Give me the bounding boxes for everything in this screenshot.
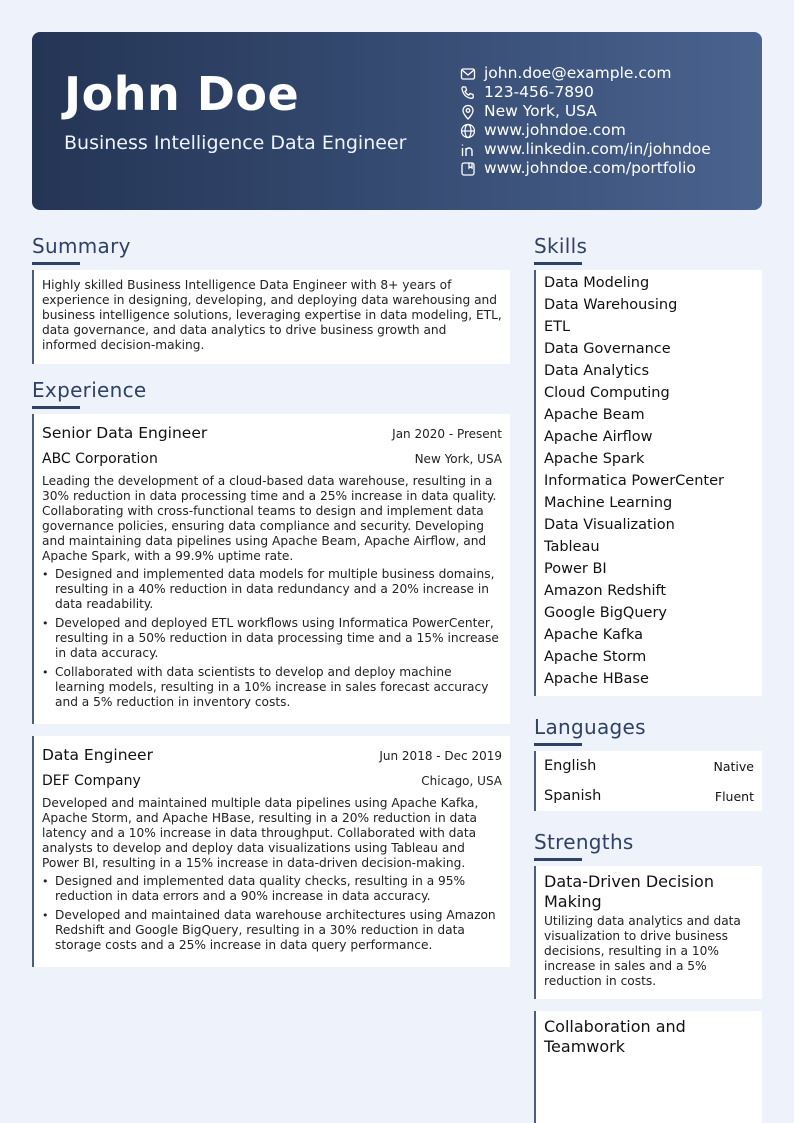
language-name: English [544, 758, 597, 774]
skill-item: Data Modeling [544, 275, 650, 291]
job-role: Data Engineer [42, 746, 153, 764]
job-card [32, 736, 510, 967]
job-dates: Jun 2018 - Dec 2019 [379, 749, 502, 763]
strength-title: Collaboration and Teamwork [544, 1017, 686, 1056]
experience-underline [32, 406, 80, 409]
job-bullets [42, 874, 502, 953]
job-bullets [42, 567, 502, 710]
job-description: Leading the development of a cloud-based data warehouse, resulting in a 30% reduction in data processing time and a 25% increase in data quality. Collaborating with cross-functional teams to design and implement data governance policies, ensuring data compliance and security. Developing and maintaining data pipelines using Apache Beam, Apache Airflow, and Apache Spark, with a 99.9% uptime rate. [42, 474, 497, 563]
strengths-heading: Strengths [534, 830, 634, 854]
contact-location-text: New York, USA [484, 102, 597, 120]
job-dates: Jan 2020 - Present [392, 427, 502, 441]
linkedin-icon [460, 142, 476, 158]
languages-heading: Languages [534, 715, 646, 739]
job-company: ABC Corporation [42, 451, 158, 467]
contact-email-text: john.doe@example.com [484, 64, 672, 82]
job-description: Developed and maintained multiple data pipelines using Apache Kafka, Apache Storm, and Apache HBase, resulting in a 20% reduction in data latency and a 10% increase in data throughput. Collaborated with data analysts to develop and deploy data visualizations using Tableau and Power BI, resulting in a 15% increase in data-driven decision-making. [42, 796, 479, 870]
skill-item: ETL [544, 319, 571, 335]
skill-item: Informatica PowerCenter [544, 473, 724, 489]
candidate-title: Business Intelligence Data Engineer [64, 132, 407, 154]
contact-email[interactable] [460, 64, 711, 83]
language-row [534, 781, 762, 811]
contact-website[interactable] [460, 121, 711, 140]
contact-portfolio-text: www.johndoe.com/portfolio [484, 159, 696, 177]
skill-item: Tableau [544, 539, 600, 555]
portfolio-icon [460, 161, 476, 177]
contact-list [460, 64, 711, 178]
skill-item: Apache Storm [544, 649, 647, 665]
job-role: Senior Data Engineer [42, 424, 208, 442]
experience-heading: Experience [32, 378, 147, 402]
skill-item: Amazon Redshift [544, 583, 667, 599]
skill-item: Apache Airflow [544, 429, 653, 445]
language-name: Spanish [544, 788, 602, 804]
skill-item: Data Governance [544, 341, 671, 357]
strength-title: Data-Driven Decision Making [544, 872, 714, 911]
skill-item: Power BI [544, 561, 607, 577]
strengths-underline [534, 858, 582, 861]
job-company: DEF Company [42, 773, 141, 789]
summary-card [32, 270, 510, 364]
skill-item: Data Analytics [544, 363, 650, 379]
languages-underline [534, 743, 582, 746]
language-level: Fluent [714, 788, 754, 804]
job-location: Chicago, USA [421, 774, 502, 788]
skills-underline [534, 262, 582, 265]
strength-card [534, 1011, 762, 1123]
skill-item: Google BigQuery [544, 605, 667, 621]
skill-item: Apache Beam [544, 407, 645, 423]
contact-phone-text: 123-456-7890 [484, 83, 594, 101]
job-bullet: • Designed and implemented data quality checks, resulting in a 95% reduction in data errors and a 90% increase in data accuracy. [42, 874, 502, 904]
globe-icon [460, 123, 476, 139]
summary-heading: Summary [32, 234, 131, 258]
email-icon [460, 66, 476, 82]
candidate-name: John Doe [64, 67, 300, 121]
right-column [534, 232, 762, 1123]
skill-item: Apache Kafka [544, 627, 643, 643]
contact-phone[interactable] [460, 83, 711, 102]
skill-item: Apache HBase [544, 671, 649, 687]
skill-item: Cloud Computing [544, 385, 670, 401]
language-level: Native [713, 758, 754, 774]
contact-linkedin[interactable] [460, 140, 711, 159]
strength-card [534, 866, 762, 999]
contact-website-text: www.johndoe.com [484, 121, 626, 139]
language-row [534, 751, 762, 781]
skill-item: Apache Spark [544, 451, 645, 467]
job-card [32, 414, 510, 724]
phone-icon [460, 85, 476, 101]
skills-list [534, 270, 762, 696]
job-bullet: • Designed and implemented data models for multiple business domains, resulting in a 40% reduction in data redundancy and a 20% increase in data readability. [42, 567, 502, 612]
languages-list [534, 751, 762, 811]
skill-item: Data Visualization [544, 517, 675, 533]
job-bullet: • Developed and maintained data warehouse architectures using Amazon Redshift and Google BigQuery, resulting in a 30% reduction in data storage costs and a 25% increase in data query performance. [42, 908, 502, 953]
skill-item: Data Warehousing [544, 297, 678, 313]
job-bullet: • Collaborated with data scientists to develop and deploy machine learning models, resulting in a 10% increase in sales forecast accuracy and a 5% reduction in inventory costs. [42, 665, 502, 710]
skills-heading: Skills [534, 234, 588, 258]
skill-item: Machine Learning [544, 495, 673, 511]
left-column [32, 232, 510, 979]
resume-header [32, 32, 762, 210]
job-location: New York, USA [414, 452, 502, 466]
contact-portfolio[interactable] [460, 159, 711, 178]
contact-linkedin-text: www.linkedin.com/in/johndoe [484, 140, 711, 158]
summary-underline [32, 262, 80, 265]
strength-description: Utilizing data analytics and data visualization to drive business decisions, resulting in a 10% increase in sales and a 5% reduction in costs. [544, 914, 741, 988]
job-bullet: • Developed and deployed ETL workflows using Informatica PowerCenter, resulting in a 50% reduction in data processing time and a 15% increase in data accuracy. [42, 616, 502, 661]
location-icon [460, 104, 476, 120]
contact-location [460, 102, 711, 121]
summary-text: Highly skilled Business Intelligence Data Engineer with 8+ years of experience in designing, developing, and deploying data warehousing and business intelligence solutions, leveraging expertise in data modeling, ETL, data governance, and data analytics to drive business growth and informed decision-making. [42, 278, 502, 352]
